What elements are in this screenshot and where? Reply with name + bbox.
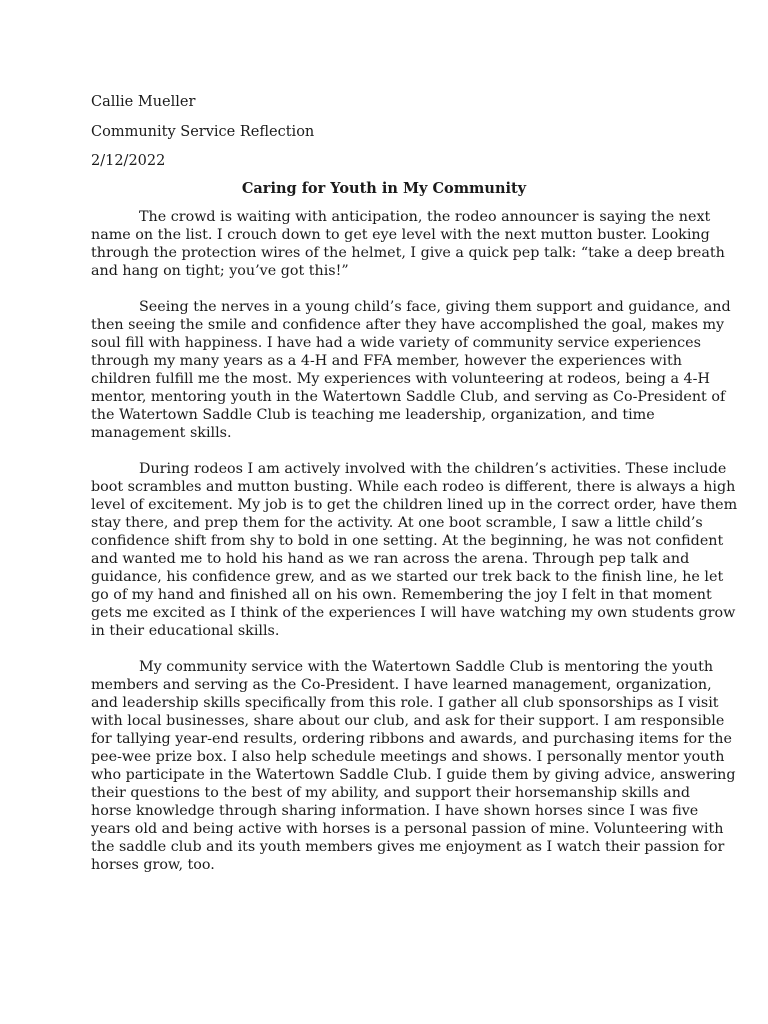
text-line: guidance, his confidence grew, and as we started our trek back to the finish line, he let xyxy=(91,569,724,585)
essay-body xyxy=(91,208,738,892)
paragraph-3 xyxy=(91,460,738,640)
paragraph-1 xyxy=(91,208,725,280)
text-line: pee-wee prize box. I also help schedule meetings and shows. I personally mentor youth xyxy=(91,749,725,765)
text-line: years old and being active with horses is a personal passion of mine. Volunteering with xyxy=(91,821,724,837)
text-line: soul fill with happiness. I have had a wide variety of community service experiences xyxy=(91,335,701,351)
text-line: confidence shift from shy to bold in one setting. At the beginning, he was not confident xyxy=(91,533,724,549)
author-name: Callie Mueller xyxy=(91,94,196,110)
text-line: horses grow, too. xyxy=(91,857,215,873)
text-line: the Watertown Saddle Club is teaching me leadership, organization, and time xyxy=(91,407,655,423)
text-line: The crowd is waiting with anticipation, the rodeo announcer is saying the next xyxy=(139,209,711,225)
text-line: through my many years as a 4-H and FFA member, however the experiences with xyxy=(91,353,682,369)
text-line: for tallying year-end results, ordering ribbons and awards, and purchasing items for the xyxy=(91,731,732,747)
paragraph-4 xyxy=(91,658,736,874)
text-line: children fulfill me the most. My experiences with volunteering at rodeos, being a 4-H xyxy=(91,371,710,387)
text-line: and hang on tight; you’ve got this!” xyxy=(91,263,349,279)
text-line: in their educational skills. xyxy=(91,623,280,639)
text-line: management skills. xyxy=(91,425,232,441)
assignment-title: Community Service Reflection xyxy=(91,124,315,140)
document-date: 2/12/2022 xyxy=(91,153,166,169)
text-line: and wanted me to hold his hand as we ran across the arena. Through pep talk and xyxy=(91,551,690,567)
text-line: members and serving as the Co-President. I have learned management, organization, xyxy=(91,677,712,693)
text-line: gets me excited as I think of the experiences I will have watching my own students grow xyxy=(91,605,736,621)
text-line: Seeing the nerves in a young child’s face, giving them support and guidance, and xyxy=(139,299,731,315)
text-line: then seeing the smile and confidence after they have accomplished the goal, makes my xyxy=(91,317,725,333)
text-line: horse knowledge through sharing information. I have shown horses since I was five xyxy=(91,803,699,819)
text-line: through the protection wires of the helmet, I give a quick pep talk: “take a deep breath xyxy=(91,245,725,261)
paragraph-2 xyxy=(91,298,731,442)
text-line: level of excitement. My job is to get the children lined up in the correct order, have them xyxy=(91,497,738,513)
essay-title: Caring for Youth in My Community xyxy=(241,180,527,197)
text-line: stay there, and prep them for the activity. At one boot scramble, I saw a little child’s xyxy=(91,515,703,531)
text-line: name on the list. I crouch down to get eye level with the next mutton buster. Looking xyxy=(91,227,710,243)
text-line: boot scrambles and mutton busting. While each rodeo is different, there is always a high xyxy=(91,479,736,495)
text-line: the saddle club and its youth members gives me enjoyment as I watch their passion for xyxy=(91,839,725,855)
text-line: and leadership skills specifically from this role. I gather all club sponsorships as I visit xyxy=(91,695,719,711)
text-line: with local businesses, share about our club, and ask for their support. I am responsible xyxy=(91,713,725,729)
text-line: mentor, mentoring youth in the Watertown Saddle Club, and serving as Co-President of xyxy=(91,389,726,405)
text-line: My community service with the Watertown Saddle Club is mentoring the youth xyxy=(139,659,714,675)
text-line: who participate in the Watertown Saddle Club. I guide them by giving advice, answering xyxy=(91,767,736,783)
text-line: go of my hand and finished all on his own. Remembering the joy I felt in that moment xyxy=(91,587,712,603)
text-line: their questions to the best of my ability, and support their horsemanship skills and xyxy=(91,785,691,801)
text-line: During rodeos I am actively involved with the children’s activities. These include xyxy=(139,461,727,477)
